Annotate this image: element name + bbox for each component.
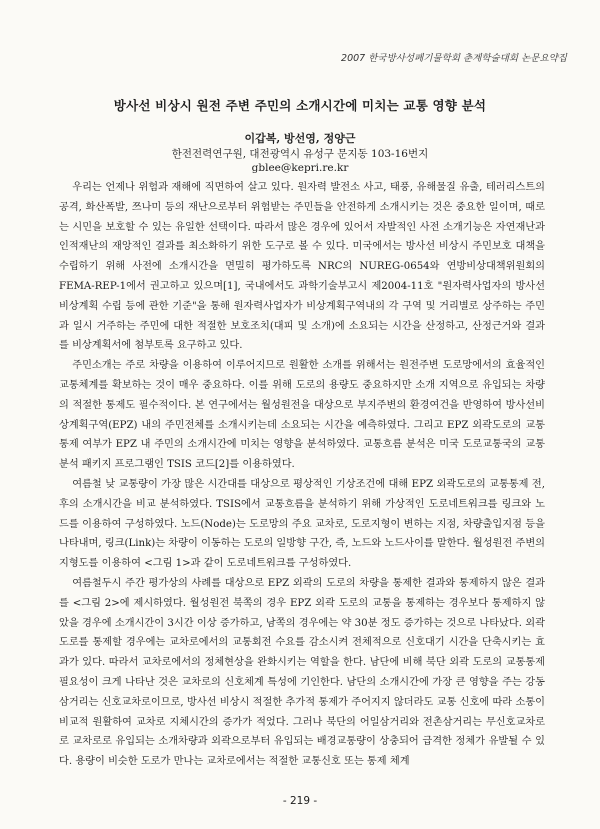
body-paragraph: 여름철두시 주간 평가상의 사례를 대상으로 EPZ 외곽의 도로의 차량을 통제한 결과와 통제하지 않은 결과를 <그림 2>에 제시하였다. 월성원전 북쪽의 경우 EPZ 외곽 도로의 교통을 통제하는 경우보다 통제하지 않았을 경우에 소개시간이 3시간 이상 증가하고, 남쪽의 경우에는 약 30분 정도 증가하는 것으로 나타났다. 외곽도로를 통제할 경우에는 교차로에서의 교통회전 수요를 감소시켜 전체적으로 신호대기 시간을 단축시키는 효과가 있다. 따라서 교차로에서의 정체현상을 완화시키는 역할을 한다. 남단에 비해 북단 외곽 도로의 교통통제 필요성이 크게 나타난 것은 교차로의 신호체계 특성에 기인한다. 남단의 소개시간에 가장 큰 영향을 주는 강동삼거리는 신호교차로이므로, 방사선 비상시 적절한 추가적 통제가 주어지지 않더라도 교통 신호에 따라 소통이 비교적 원활하여 교차로 지체시간의 증가가 적었다. 그러나 북단의 어일삼거리와 전촌삼거리는 무신호교차로로 교차로로 유입되는 소개차량과 외곽으로부터 유입되는 배경교통량이 상충되어 급격한 정체가 유발될 수 있다. 용량이 비슷한 도로가 만나는 교차로에서는 적절한 교통신호 또는 통제 체계 <box>59 577 545 768</box>
paper-title: 방사선 비상시 원전 주변 주민의 소개시간에 미치는 교통 영향 분석 <box>113 98 487 113</box>
body-paragraph: 주민소개는 주로 차량을 이용하여 이루어지므로 원활한 소개를 위해서는 원전주변 도로망에서의 효율적인 교통체계를 확보하는 것이 매우 중요하다. 이를 위해 도로의 용량도 중요하지만 소개 지역으로 유입되는 차량의 적절한 통제도 필수적이다. 본 연구에서는 월성원전을 대상으로 부지주변의 환경여건을 반영하여 방사선비상계획구역(EPZ) 내의 주민전체를 소개시키는데 소요되는 시간을 예측하였다. 그리고 EPZ 외곽도로의 교통통제 여부가 EPZ 내 주민의 소개시간에 미치는 영향을 분석하였다. 교통흐름 분석은 미국 도로교통국의 교통분석 패키지 프로그램인 TSIS 코드[2]를 이용하였다. <box>59 360 545 471</box>
author-email: gblee@kepri.re.kr <box>251 162 349 174</box>
page-number: - 219 - <box>282 795 318 807</box>
body-paragraph: 여름철 낮 교통량이 가장 많은 시간대를 대상으로 평상적인 기상조건에 대해 EPZ 외곽도로의 교통통제 전, 후의 소개시간을 비교 분석하였다. TSIS에서 교통흐름을 분석하기 위해 가상적인 도로네트워크를 링크와 노드를 이용하여 구성하였다. 노드(Node)는 도로망의 주요 교차로, 도로지형이 변하는 지점, 차량출입지점 등을 나타내며, 링크(Link)는 차량이 이동하는 도로의 일방향 구간, 즉, 노드와 노드사이를 말한다. 월성원전 주변의 지형도를 이용하여 <그림 1>과 같이 도로네트워크를 구성하였다. <box>59 478 546 570</box>
abstract-body <box>59 178 545 772</box>
body-paragraph: 우리는 언제나 위험과 재해에 직면하여 살고 있다. 원자력 발전소 사고, 태풍, 유해물질 유출, 테러리스트의 공격, 화산폭발, 쯔나미 등의 재난으로부터 위험받는 주민들을 안전하게 소개시키는 것은 중요한 일이며, 때로는 시민을 보호할 수 있는 유일한 선택이다. 따라서 많은 경우에 있어서 자발적인 사전 소개기능은 자연재난과 인적재난의 재앙적인 결과를 최소화하기 위한 도구로 볼 수 있다. 미국에서는 방사선 비상시 주민보호 대책을 수립하기 위해 사전에 소개시간을 면밀히 평가하도록 NRC의 NUREG-0654와 연방비상대책위원회의 FEMA-REP-1에서 권고하고 있으며[1], 국내에서도 과학기술부고시 제2004-11호 "원자력사업자의 방사선 비상계획 수립 등에 관한 기준"을 통해 원자력사업자가 비상계획구역내의 각 구역 및 거리별로 상주하는 주민과 일시 거주하는 주민에 대한 적절한 보호조치(대피 및 소개)에 소요되는 시간을 산정하고, 산정근거와 결과를 비상계획서에 첨부토록 요구하고 있다. <box>59 182 545 352</box>
affiliation: 한전전력연구원, 대전광역시 유성구 문지동 103-16번지 <box>171 148 429 160</box>
author-list: 이갑복, 방선영, 정양근 <box>244 132 356 145</box>
conference-header: 2007 한국방사성폐기물학회 춘계학술대회 논문요약집 <box>341 53 567 64</box>
